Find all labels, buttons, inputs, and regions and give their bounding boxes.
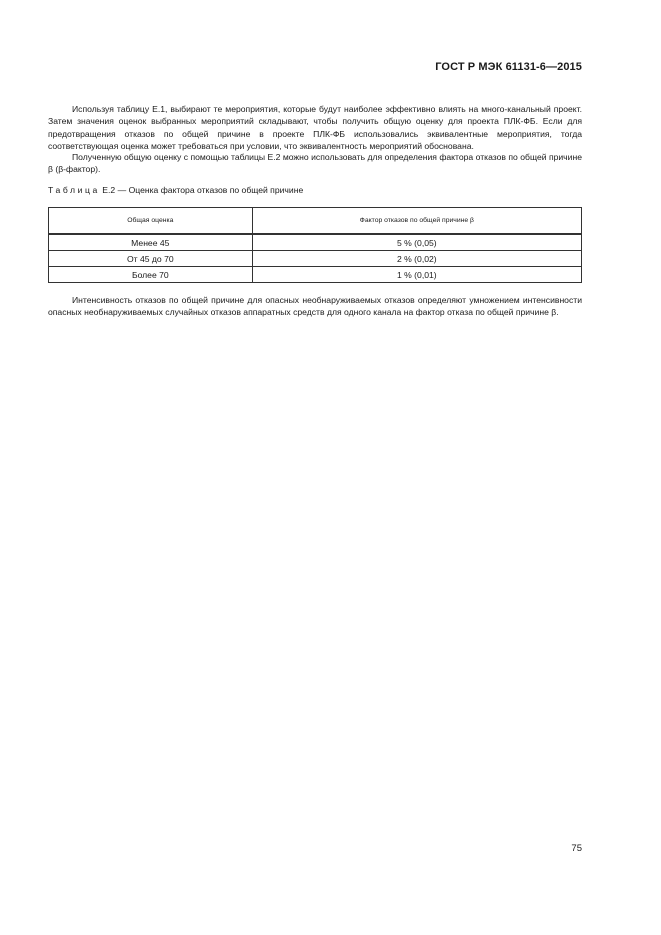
table-caption-text: Е.2 — Оценка фактора отказов по общей причине bbox=[102, 185, 304, 195]
table-cell: Менее 45 bbox=[49, 234, 253, 251]
column-header-total-score: Общая оценка bbox=[49, 208, 253, 235]
paragraph-total-score bbox=[48, 151, 582, 176]
table-cell: Более 70 bbox=[49, 267, 253, 283]
document-header: ГОСТ Р МЭК 61131-6—2015 bbox=[435, 61, 582, 73]
table-row bbox=[49, 234, 582, 251]
table-row bbox=[49, 267, 582, 283]
table-cell: 5 % (0,05) bbox=[252, 234, 581, 251]
paragraph-text: Используя таблицу Е.1, выбирают те мероприятия, которые будут наиболее эффективно влиять на много-канальный проект. Затем значения оценок выбранных мероприятий складывают, чтобы получить общую оценку для проекта ПЛК-ФБ. Если для предотвращения отказов по общей причине в проекте ПЛК-ФБ использовались эквивалентные мероприятия, тогда соответствующая оценка может требоваться при условии, что эквивалентность мероприятий обоснована. bbox=[48, 104, 582, 152]
table-row bbox=[49, 251, 582, 267]
paragraph-text: Полученную общую оценку с помощью таблицы Е.2 можно использовать для определения фактора отказов по общей причине β (β-фактор). bbox=[48, 152, 582, 175]
table-cell: От 45 до 70 bbox=[49, 251, 253, 267]
paragraph-measures bbox=[48, 103, 582, 153]
table-cell: 1 % (0,01) bbox=[252, 267, 581, 283]
paragraph-failure-intensity bbox=[48, 294, 582, 319]
paragraph-text: Интенсивность отказов по общей причине для опасных необнаруживаемых отказов определяют умножением интенсивности опасных необнаруживаемых случайных отказов аппаратных средств для одного канала на фактор отказа по общей причине β. bbox=[48, 295, 582, 318]
page-number: 75 bbox=[571, 843, 582, 854]
table-caption-label: Таблица bbox=[48, 185, 100, 195]
beta-factor-table bbox=[48, 207, 582, 283]
table-caption bbox=[48, 185, 303, 195]
table-cell: 2 % (0,02) bbox=[252, 251, 581, 267]
table-header-row bbox=[49, 208, 582, 235]
column-header-beta-factor: Фактор отказов по общей причине β bbox=[252, 208, 581, 235]
